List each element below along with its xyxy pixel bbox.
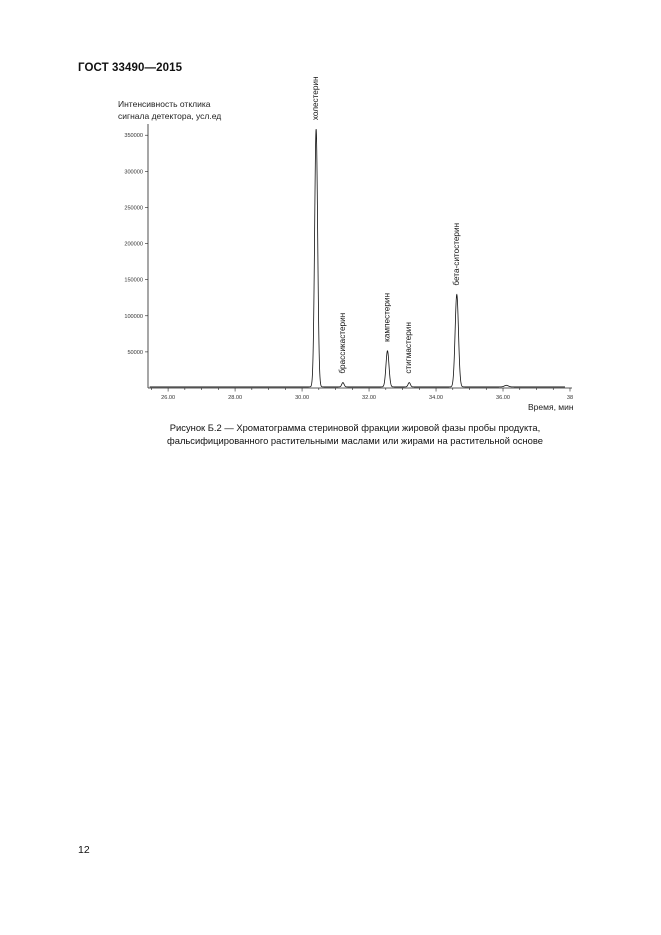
caption-line-1: Рисунок Б.2 — Хроматограмма стериновой фракции жировой фазы пробы продукта, <box>169 422 541 433</box>
x-axis-title: Время, мин <box>528 402 574 412</box>
x-tick-label: 30.00 <box>295 395 310 401</box>
x-tick-label: 36.00 <box>496 395 511 401</box>
x-tick-label: 26.00 <box>161 395 176 401</box>
document-header: ГОСТ 33490—2015 <box>78 62 183 74</box>
y-tick-label: 350000 <box>124 133 143 140</box>
x-tick-label: 32.00 <box>362 395 377 401</box>
y-tick-label: 200000 <box>124 241 143 248</box>
caption-line-2: фальсифицированного растительными маслами или жирами на растительной основе <box>167 435 543 446</box>
x-tick-label: 38 <box>566 395 574 401</box>
y-axis-title-line-1: Интенсивность отклика <box>118 99 211 109</box>
x-tick-label: 34.00 <box>429 395 444 401</box>
page-number: 12 <box>78 844 90 856</box>
x-tick-label: 28.00 <box>228 395 243 401</box>
peak-label: кампестерин <box>382 292 392 342</box>
figure-caption <box>140 421 570 447</box>
y-axis-title-line-2: сигнала детектора, усл.ед <box>118 111 222 121</box>
y-tick-label: 250000 <box>124 205 143 212</box>
peak-label: брассикастерин <box>337 312 347 374</box>
y-tick-label: 100000 <box>124 313 143 320</box>
y-tick-label: 50000 <box>127 349 143 356</box>
chromatogram-trace <box>150 129 565 387</box>
peak-label: бета-ситостерин <box>451 222 461 286</box>
y-tick-label: 300000 <box>124 169 143 176</box>
peak-label: стигмастерин <box>404 322 414 374</box>
y-tick-label: 150000 <box>124 277 143 284</box>
peak-label: холестерин <box>311 76 321 121</box>
